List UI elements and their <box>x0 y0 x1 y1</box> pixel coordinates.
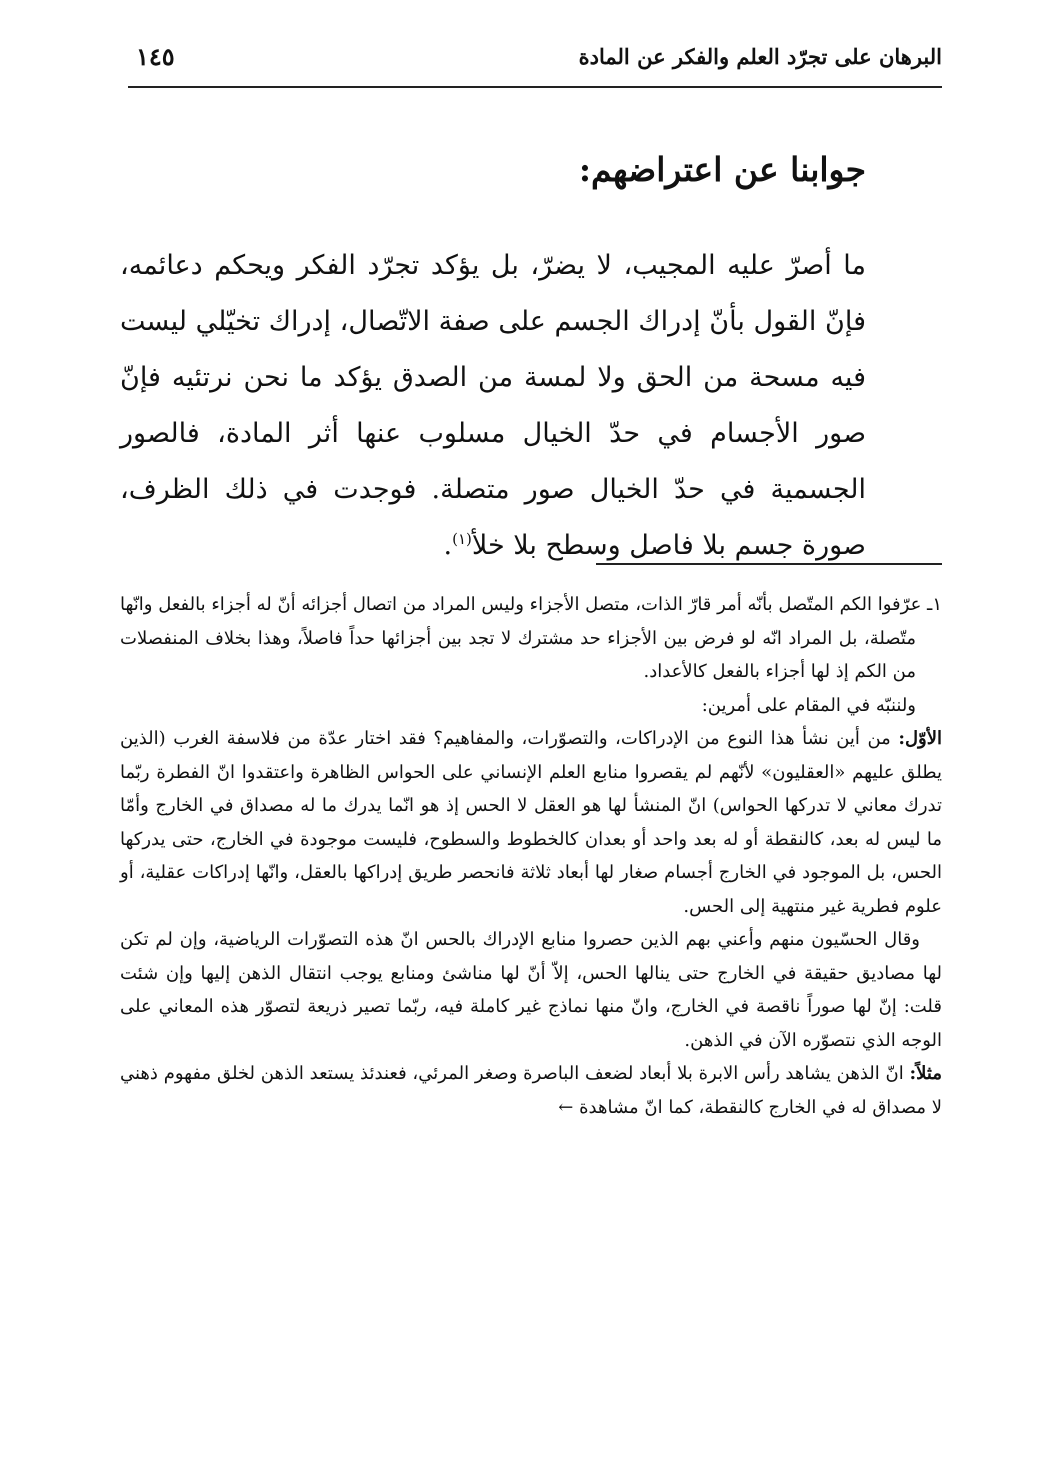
header-rule <box>128 86 942 88</box>
example-label: مثلاً: <box>909 1063 942 1084</box>
main-text <box>120 238 866 574</box>
main-paragraph <box>120 238 866 574</box>
page-number: ١٤٥ <box>136 42 175 71</box>
footnotes <box>120 588 942 1124</box>
footnote-reference: (١) <box>452 530 472 548</box>
running-title: البرهان على تجرّد العلم والفكر عن المادة <box>578 44 942 69</box>
footnote-first-point <box>120 722 942 923</box>
footnote-separator <box>596 563 942 565</box>
first-point-label: الأوّل: <box>898 728 942 749</box>
footnote-paragraph-2: وقال الحسّيون منهم وأعني بهم الذين حصروا منابع الإدراك بالحس انّ هذه التصوّرات الرياضية، وإن لم تكن لها مصاديق حقيقة في الخارج حتى ينالها الحس، إلاّ أنّ لها مناشئ ومنابع يوجب انتقال الذهن إليها وإن شئت قلت: إنّ لها صوراً ناقصة في الخارج، وانّ منها نماذج غير كاملة فيه، ربّما تصير ذريعة لتصوّر هذه المعاني على الوجه الذي نتصوّره الآن في الذهن. <box>120 929 942 1051</box>
continuation-arrow-icon: ← <box>558 1096 574 1118</box>
paragraph-end-mark: . <box>443 530 453 561</box>
main-paragraph-text: ما أصرّ عليه المجيب، لا يضرّ، بل يؤكد تجرّد الفكر ويحكم دعائمه، فإنّ القول بأنّ إدراك الجسم على صفة الاتّصال، إدراك تخيّلي ليست فيه مسحة من الحق ولا لمسة من الصدق يؤكد ما نحن نرتئيه فإنّ صور الأجسام في حدّ الخيال مسلوب عنها أثر المادة، فالصور الجسمية في حدّ الخيال صور متصلة. فوجدت في ذلك الظرف، صورة جسم بلا فاصل وسطح بلا خلأ <box>120 250 866 561</box>
first-point-text: من أين نشأ هذا النوع من الإدراكات، والتصوّرات، والمفاهيم؟ فقد اختار عدّة من فلاسفة الغرب (الذين يطلق عليهم «العقليون» لأنّهم لم يقصروا منابع العلم الإنساني على الحواس الظاهرة واعتقدوا انّ الفطرة ربّما تدرك معاني لا تدركها الحواس) انّ المنشأ لها هو العقل لا الحس إذ هو انّما يدرك ما له مصداق في الخارج وأمّا ما ليس له بعد، كالنقطة أو له بعد واحد أو بعدان كالخطوط والسطوح، فليست موجودة في الخارج، حتى يدركها الحس، بل الموجود في الخارج أجسام صغار لها أبعاد ثلاثة فانحصر طريق إدراكها بالعقل، وانّها إدراكات عقلية، أو علوم فطرية غير منتهية إلى الحس. <box>120 728 942 917</box>
section-title: جوابنا عن اعتراضهم: <box>578 150 866 189</box>
footnote-1: ١ـ عرّفوا الكم المتّصل بأنّه أمر قارّ الذات، متصل الأجزاء وليس المراد من اتصال أجزائه أنّ له أجزاء بالفعل وانّها متّصلة، بل المراد انّه لو فرض بين الأجزاء حد مشترك لا تجد بين أجزائها حداً فاصلاً، وهذا بخلاف المنفصلات من الكم إذ لها أجزاء بالفعل كالأعداد. <box>120 594 942 682</box>
footnote-intro: ولننبّه في المقام على أمرين: <box>701 694 916 716</box>
page-header <box>128 38 942 90</box>
footnote-example <box>120 1057 942 1124</box>
example-text: انّ الذهن يشاهد رأس الابرة بلا أبعاد لضعف الباصرة وصغر المرئي، فعندئذ يستعد الذهن لخلق مفهوم ذهني لا مصداق له في الخارج كالنقطة، كما انّ مشاهدة <box>120 1063 942 1118</box>
